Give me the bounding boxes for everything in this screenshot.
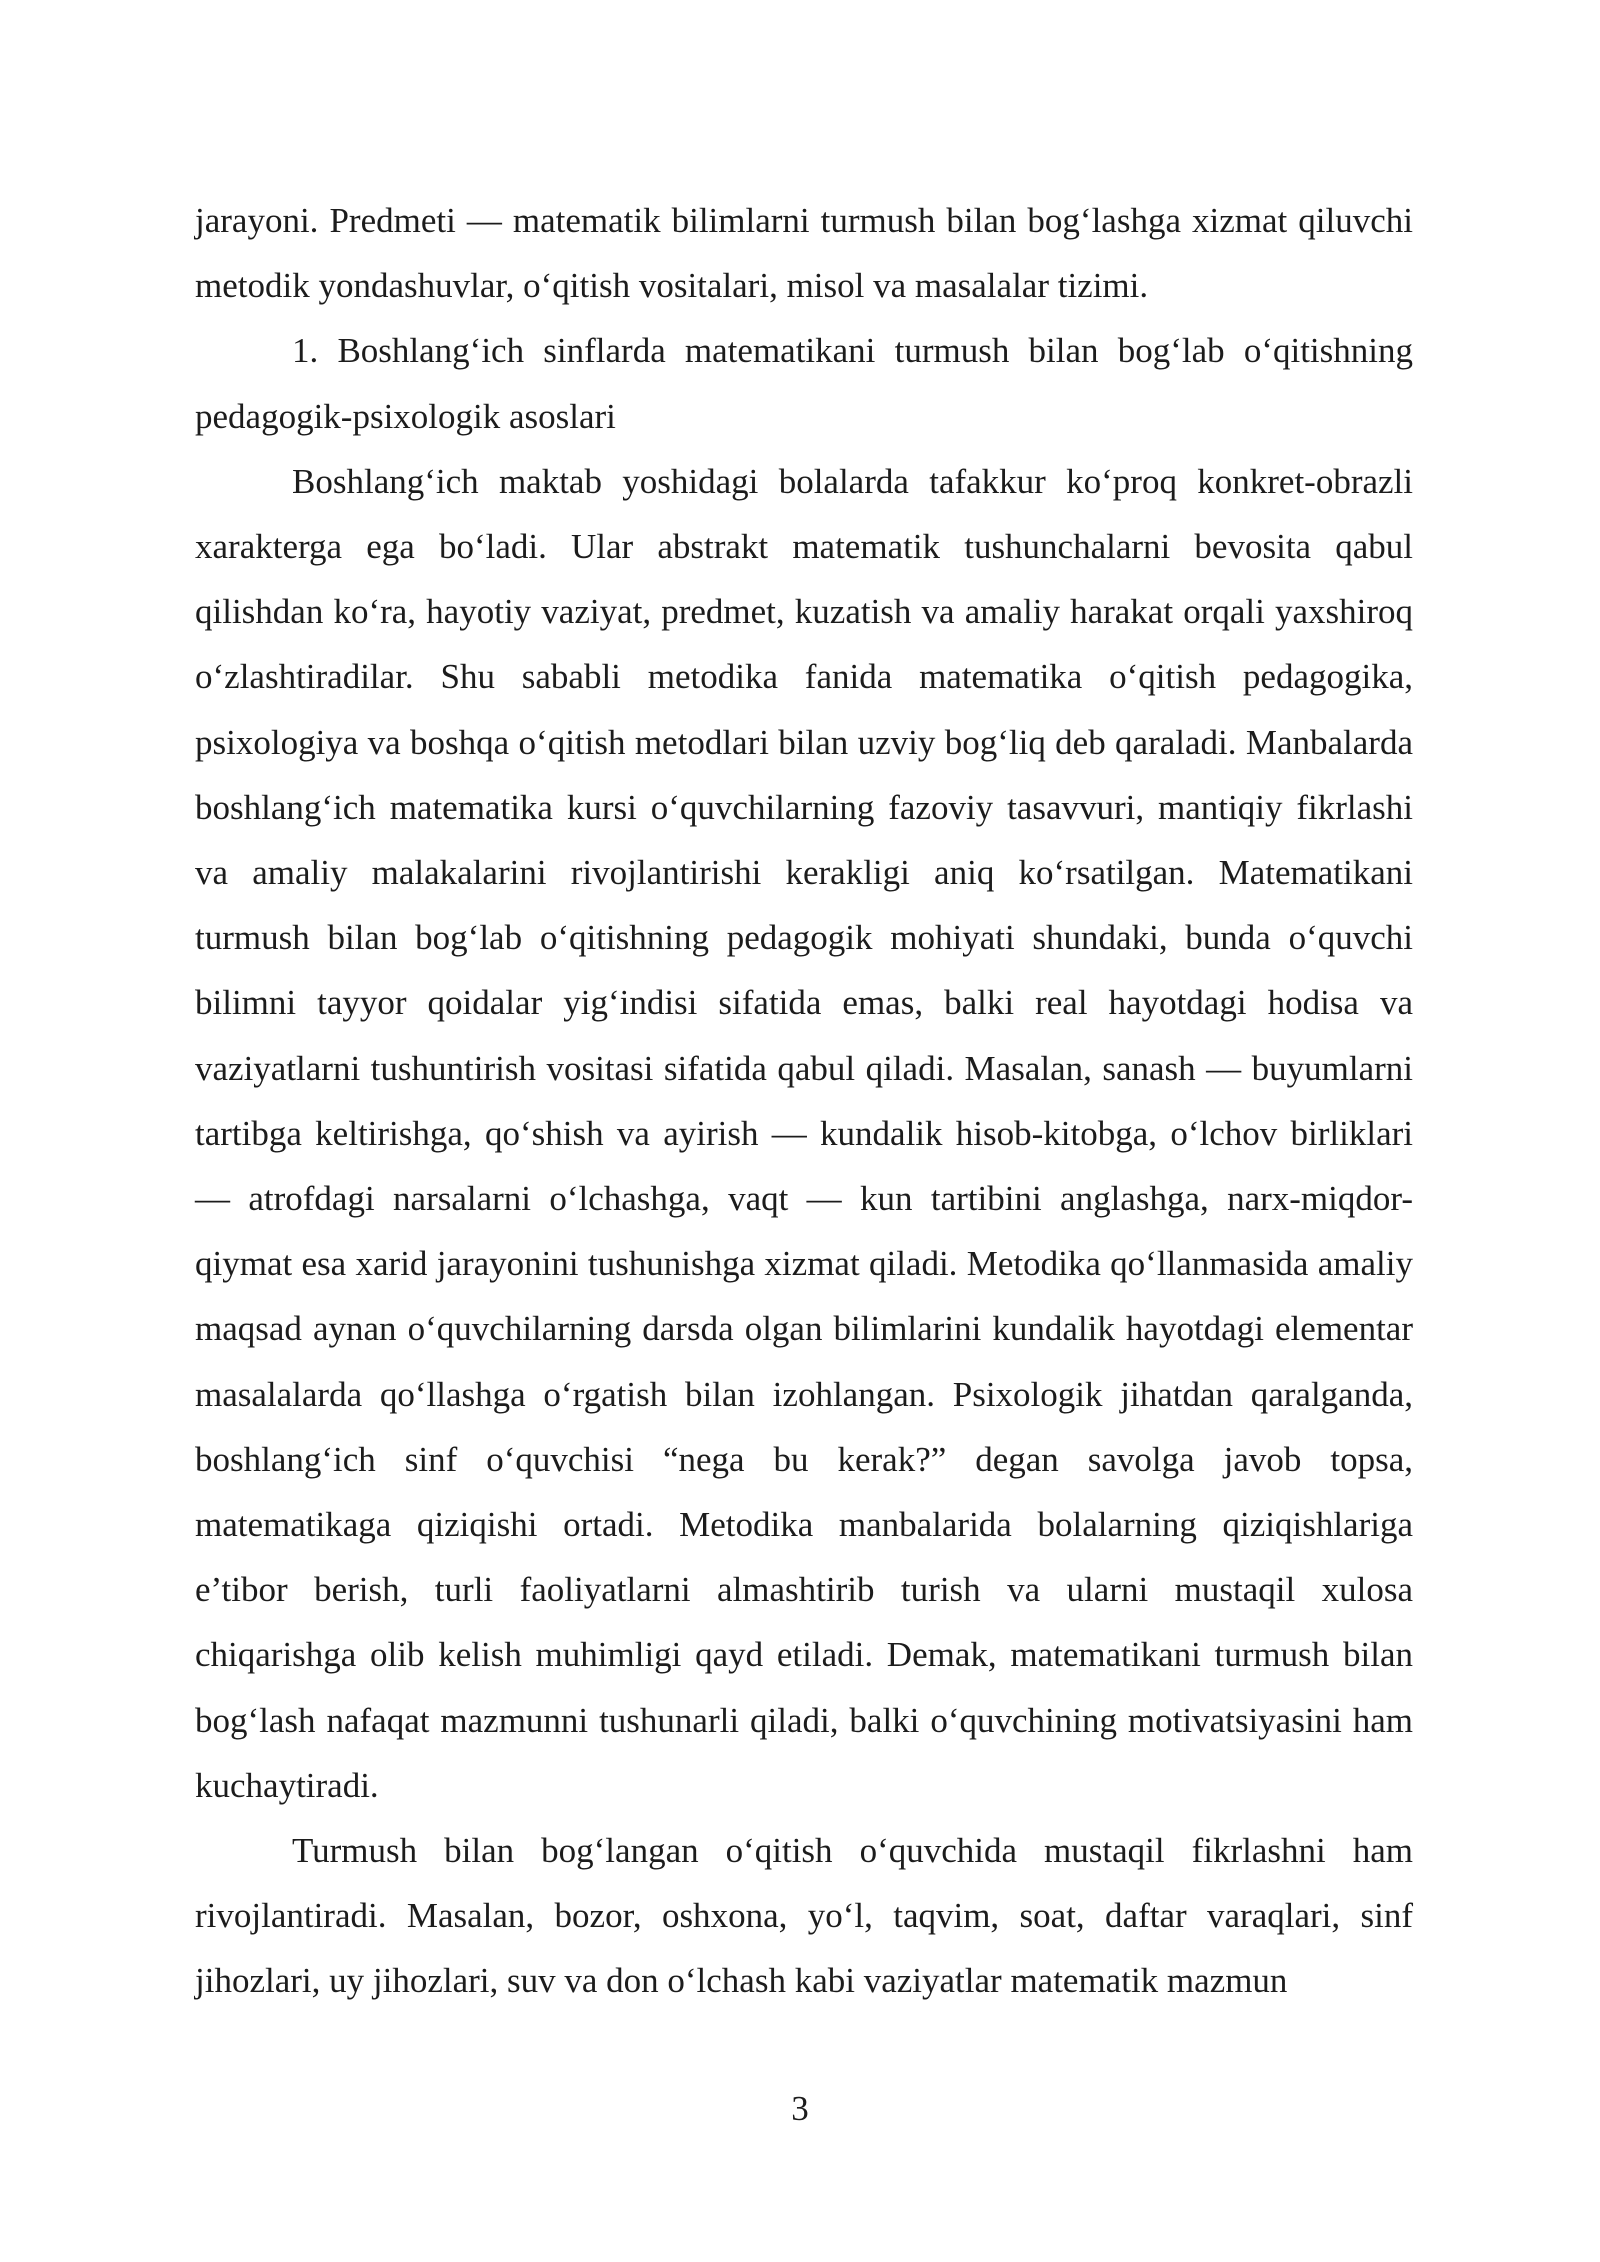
page-number: 3 [791, 2089, 809, 2128]
paragraph-main: Boshlang‘ich maktab yoshidagi bolalarda tafakkur ko‘proq konkret-obrazli xarakterga ega bo‘ladi. Ular abstrakt matematik tushunchalarni bevosita qabul qilishdan ko‘ra, hayotiy vaziyat, predmet, kuzatish va amaliy harakat orqali yaxshiroq o‘zlashtiradilar. Shu sababli metodika fanida matematika o‘qitish pedagogika, psixologiya va boshqa o‘qitish metodlari bilan uzviy bog‘liq deb qaraladi. Manbalarda boshlang‘ich matematika kursi o‘quvchilarning fazoviy tasavvuri, mantiqiy fikrlashi va amaliy malakalarini rivojlantirishi kerakligi aniq ko‘rsatilgan. Matematikani turmush bilan bog‘lab o‘qitishning pedagogik mohiyati shundaki, bunda o‘quvchi bilimni tayyor qoidalar yig‘indisi sifatida emas, balki real hayotdagi hodisa va vaziyatlarni tushuntirish vositasi sifatida qabul qiladi. Masalan, sanash — buyumlarni tartibga keltirishga, qo‘shish va ayirish — kundalik hisob-kitobga, o‘lchov birliklari — atrofdagi narsalarni o‘lchashga, vaqt — kun tartibini anglashga, narx-miqdor-qiymat esa xarid jarayonini tushunishga xizmat qiladi. Metodika qo‘llanmasida amaliy maqsad aynan o‘quvchilarning darsda olgan bilimlarini kundalik hayotdagi elementar masalalarda qo‘llashga o‘rgatish bilan izohlangan. Psixologik jihatdan qaralganda, boshlang‘ich sinf o‘quvchisi “nega bu kerak?” degan savolga javob topsa, matematikaga qiziqishi ortadi. Metodika manbalarida bolalarning qiziqishlariga e’tibor berish, turli faoliyatlarni almashtirib turish va ularni mustaqil xulosa chiqarishga olib kelish muhimligi qayd etiladi. Demak, matematikani turmush bilan bog‘lash nafaqat mazmunni tushunarli qiladi, balki o‘quvchining motivatsiyasini ham kuchaytiradi. [195, 461, 1413, 1805]
paragraph-final: Turmush bilan bog‘langan o‘qitish o‘quvchida mustaqil fikrlashni ham rivojlantiradi. Masalan, bozor, oshxona, yo‘l, taqvim, soat, daftar varaqlari, sinf jihozlari, uy jihozlari, suv va don o‘lchash kabi vaziyatlar matematik mazmun [195, 1831, 1413, 2001]
section-heading: 1. Boshlang‘ich sinflarda matematikani turmush bilan bog‘lab o‘qitishning pedagogik-psixologik asoslari [195, 331, 1413, 436]
paragraph-continuation: jarayoni. Predmeti — matematik bilimlarni turmush bilan bog‘lashga xizmat qiluvchi metodik yondashuvlar, o‘qitish vositalari, misol va masalalar tizimi. [195, 201, 1413, 306]
body-text [195, 188, 1413, 2014]
